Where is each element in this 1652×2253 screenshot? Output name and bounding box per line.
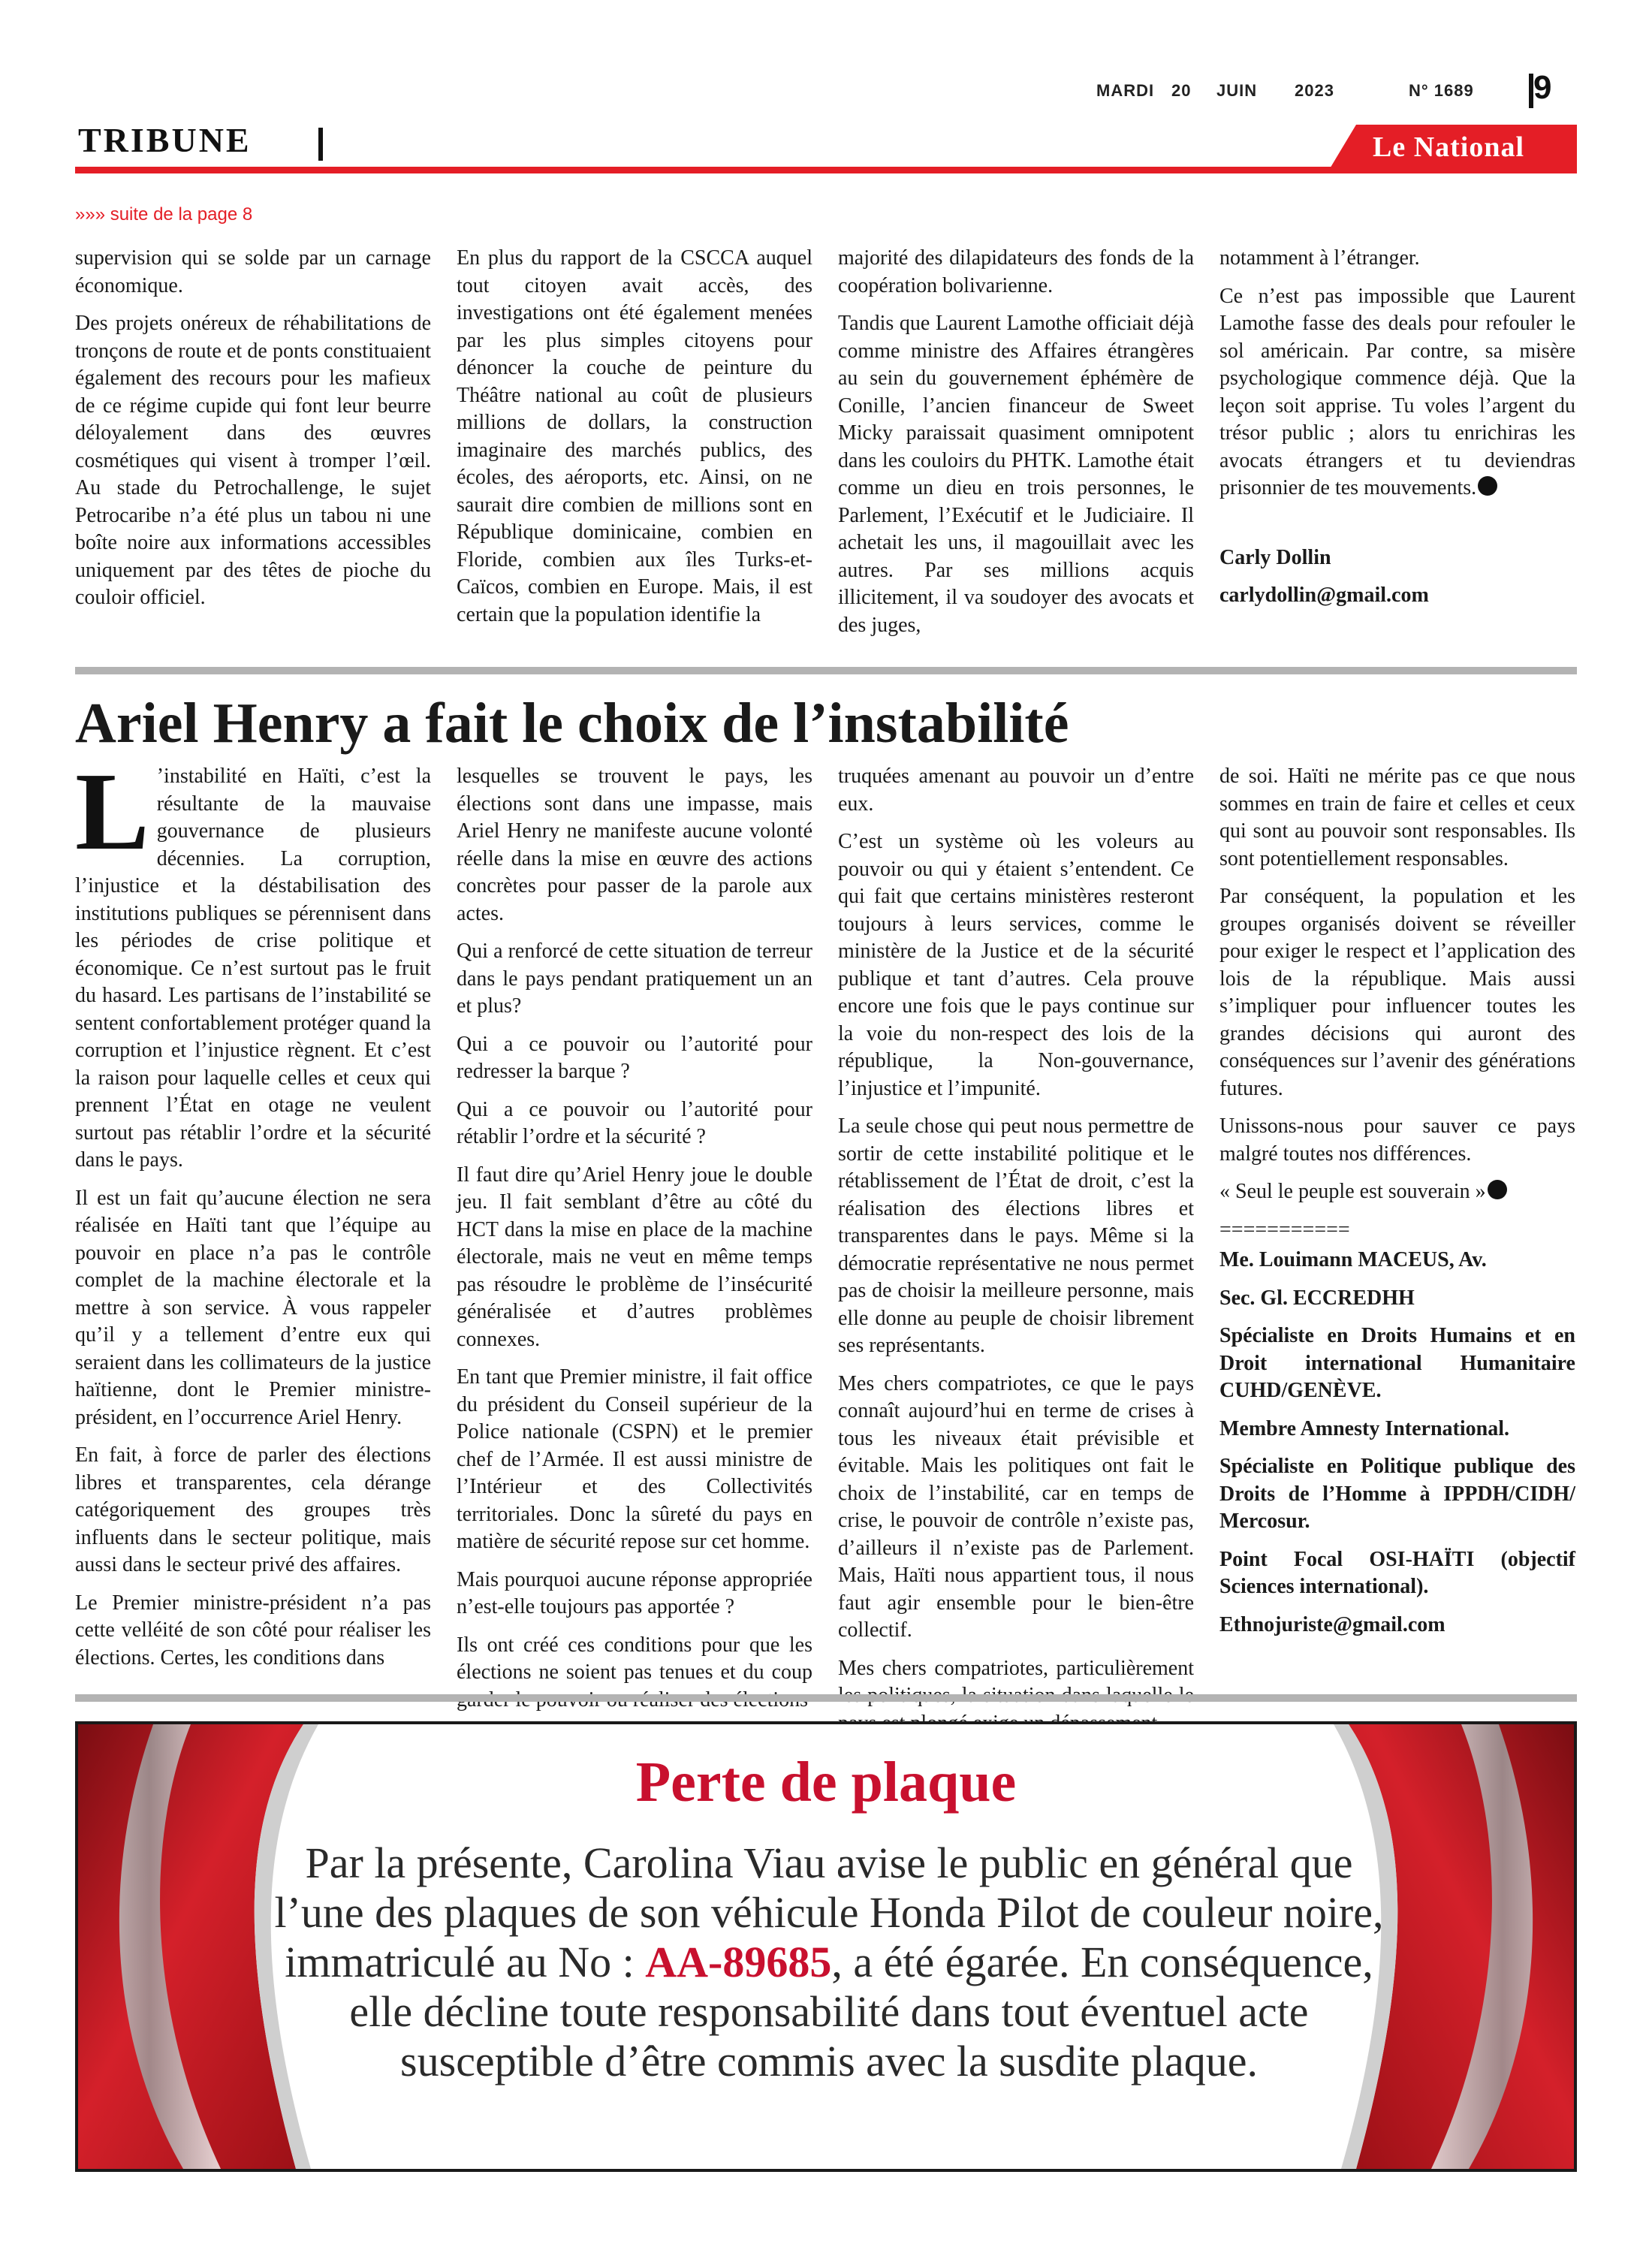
header-rule (75, 167, 1577, 173)
author-email[interactable]: Ethnojuriste@gmail.com (1219, 1612, 1446, 1636)
article-col-4 (1219, 763, 1575, 1649)
author-credential: Membre Amnesty International. (1219, 1416, 1509, 1440)
paragraph: Mes chers compatriotes, ce que le pays connaît aujourd’hui en terme de crises à tous les niveaux était prévisible et évitable. Mais les politiques ont fait le choix de l’instabilité, car en temps de crise, le pouvoir de contrôle n’existe pas, d’ailleurs il n’existe pas de Parlement. Mais, Haïti nous appartient tous, il nous faut agir ensemble pour le bien-être collectif. (838, 1371, 1194, 1642)
article-col-2 (457, 763, 812, 1724)
section-divider (318, 128, 323, 161)
separator: =========== (1219, 1217, 1350, 1241)
lead-text: ’instabilité en Haïti, c’est la résultante de la mauvaise gouvernance de plusieurs décennies. La corruption, l’injustice et la déstabilisation des institutions publiques se pérennisent dans les périodes de crise politique et économique. Ce n’est surtout pas le fruit du hasard. Les partisans de l’instabilité se sentent confortablement protéger quand la corruption et l’injustice règnent. Et c’est la raison pour laquelle celles et ceux qui prennent l’État en otage ne veulent surtout pas rétablir l’ordre et la sécurité dans le pays. (75, 765, 431, 1172)
paragraph: Tandis que Laurent Lamothe officiait déjà comme ministre des Affaires étrangères au sein du gouvernement éphémère de Conille, l’ancien financeur de Sweet Micky paraissait quasiment omnipotent dans les couloirs du PHTK. Lamothe était comme un dieu en trois personnes, le Parlement, l’Exécutif et le Judiciaire. Il achetait les uns, il magouillait avec les autres. Par ses millions acquis illicitement, il va soudoyer des avocats et des juges, (838, 312, 1194, 637)
author-credential: Point Focal OSI-HAÏTI (objectif Sciences international). (1219, 1547, 1575, 1598)
end-mark-icon (1488, 1180, 1507, 1199)
article-headline: Ariel Henry a fait le choix de l’instabilité (75, 692, 1069, 755)
section-title: TRIBUNE (78, 121, 252, 159)
lead-paragraph (75, 750, 431, 1175)
header-issue: N° 1689 (1409, 81, 1474, 100)
paragraph: Ils ont créé ces conditions pour que les élections ne soient pas tenues et du coup (457, 1633, 812, 1684)
page-number: 9 (1533, 69, 1552, 106)
paragraph: Unissons-nous pour sauver ce pays malgré toutes nos différences. (1219, 1114, 1575, 1166)
header-year: 2023 (1295, 81, 1334, 100)
prev-article-col-1 (75, 245, 431, 623)
paragraph: En fait, à force de parler des élections libres et transparentes, cela dérange catégoriquement des groupes très influents dans le secteur politique, mais aussi dans le secteur privé des affaires. (75, 1443, 431, 1576)
header-month: JUIN (1216, 81, 1258, 100)
paragraph: Qui a ce pouvoir ou l’autorité pour rétablir l’ordre et la sécurité ? (457, 1097, 812, 1148)
notice-text (266, 1838, 1392, 2086)
paragraph: Qui a ce pouvoir ou l’autorité pour redresser la barque ? (457, 1032, 812, 1083)
article-col-1 (75, 750, 431, 1682)
paragraph (1219, 283, 1575, 502)
paragraph: truquées amenant au pouvoir un d’entre eux. (838, 765, 1194, 816)
paragraph: Mais pourquoi aucune réponse appropriée n’est-elle toujours pas apportée ? (457, 1567, 812, 1618)
paragraph: Il faut dire qu’Ariel Henry joue le double jeu. Il fait semblant d’être au côté du HCT dans la mise en place de la machine électorale, mais ne veut en même temps pas résoudre le problème de l’insécurité généralisée et d’autres problèmes connexes. (457, 1163, 812, 1351)
author-name: Me. Louimann MACEUS, Av. (1219, 1248, 1487, 1271)
article-col-3 (838, 763, 1194, 1748)
paragraph: Qui a renforcé de cette situation de terreur dans le pays pendant pratiquement un an et plus? (457, 940, 812, 1018)
section-rule (75, 1694, 1577, 1702)
author-title: Sec. Gl. ECCREDHH (1219, 1286, 1415, 1310)
drop-cap: L (75, 750, 149, 873)
end-mark-icon (1478, 476, 1497, 496)
prev-author: Carly Dollin (1219, 545, 1331, 569)
author-credential: Spécialiste en Politique publique des Droits de l’Homme à IPPDH/CIDH/ Mercosur. (1219, 1455, 1575, 1533)
paragraph: En plus du rapport de la CSCCA auquel tout citoyen avait accès, des investigations ont été également menées par les plus simples citoyens pour dénoncer la couche de peinture du Théâtre national au coût de plusieurs millions de dollars, la construction imaginaire des marchés publics, des écoles, des aéroports, etc. Ainsi, on ne saurait dire combien de millions sont en République dominicaine, combien en Floride, combien aux îles Turks-et-Caïcos, combien en Europe. Mais, il est certain que la population identifie la (457, 246, 812, 626)
notice-text-end: , a été égarée. En conséquence, elle décline toute responsabilité dans tout éventuel acte susceptible d’être commis avec la susdite plaque. (349, 1938, 1373, 2086)
notice-title: Perte de plaque (635, 1751, 1017, 1814)
paragraph: En tant que Premier ministre, il fait office du président du Conseil supérieur de la Police nationale (CSPN) et le premier chef de l’Armée. Il est aussi ministre de l’Intérieur et des Collectivités territoriales. Donc la sûreté du pays en matière de sécurité repose sur cet homme. (457, 1365, 812, 1553)
paragraph: Le Premier ministre-président n’a pas cette velléité de son côté pour réaliser les élections. Certes, les conditions dans (75, 1591, 431, 1669)
prev-article-col-2 (457, 245, 812, 639)
paragraph: notamment à l’étranger. (1219, 246, 1420, 270)
paragraph: Par conséquent, la population et les groupes organisés doivent se réveiller pour exiger le respect et l’application des lois de la république. Mais aussi s’impliquer pour influencer toutes les grandes décisions qui auront des conséquences sur l’avenir des générations futures. (1219, 885, 1575, 1100)
prev-article-col-4 (1219, 245, 1575, 620)
prev-article-col-3 (838, 245, 1194, 650)
section-rule (75, 667, 1577, 674)
author-credential: Spécialiste en Droits Humains et en Droit international Humanitaire CUHD/GENÈVE. (1219, 1324, 1575, 1402)
paragraph: C’est un système où les voleurs au pouvoir ou qui y étaient s’entendent. Ce qui fait que certains ministères resteront toujours à leurs services, comme le ministère de la Justice et de la sécurité publique et tant d’autres. Cela prouve encore une fois que le pays continue sur la voie du non-respect des lois de la république, la Non-gouvernance, l’injustice et l’impunité. (838, 830, 1194, 1100)
continuation-note[interactable]: »»» suite de la page 8 (75, 204, 253, 225)
paragraph: majorité des dilapidateurs des fonds de la coopération bolivarienne. (838, 246, 1194, 297)
paragraph: supervision qui se solde par un carnage économique. (75, 246, 431, 297)
paragraph-text: Ce n’est pas impossible que Laurent Lamothe fasse des deals pour refouler le sol américain. Par contre, sa misère psychologique commence déjà. Que la leçon soit apprise. Tu voles l’argent du trésor public ; alors tu enrichiras les avocats étrangers et tu deviendras prisonnier de tes mouvements. (1219, 284, 1575, 499)
notice-text-start: Par la présente, Carolina Viau avise le public en général que l’une des plaques de son véhicule Honda Pilot de couleur noire, immatriculé au No : (274, 1838, 1384, 1986)
notice-box (75, 1721, 1577, 2172)
paragraph: Des projets onéreux de réhabilitations de tronçons de route et de ponts constituaient également des recours pour les mafieux de ce régime cupide qui font leur beurre déloyalement dans des œuvres cosmétiques qui visent à tromper l’œil. Au stade du Petrochallenge, le sujet Petrocaribe n’a été plus un tabou ni une boîte noire aux informations accessibles uniquement par des têtes de pioche du couloir officiel. (75, 312, 431, 609)
closing-quote (1219, 1178, 1575, 1206)
header-day: MARDI (1096, 81, 1155, 100)
newspaper-name: Le National (1373, 131, 1525, 163)
header-date: 20 (1171, 81, 1192, 100)
paragraph: de soi. Haïti ne mérite pas ce que nous sommes en train de faire et celles et ceux qui sont au pouvoir sont responsables. Ils sont potentiellement responsables. (1219, 765, 1575, 870)
quote-text: « Seul le peuple est souverain » (1219, 1180, 1486, 1203)
plate-number: AA-89685 (645, 1938, 832, 1986)
prev-author-email[interactable]: carlydollin@gmail.com (1219, 584, 1429, 607)
paragraph: Mes chers compatriotes, particulièrement (838, 1656, 1194, 1680)
paragraph: lesquelles se trouvent le pays, les élections sont dans une impasse, mais Ariel Henry ne manifeste aucune volonté réelle dans la mise en œuvre des actions concrètes pour passer de la parole aux actes. (457, 765, 812, 925)
paragraph: La seule chose qui peut nous permettre de sortir de cette instabilité politique et le rétablissement de l’État de droit, c’est la réalisation des élections libres et transparentes dans le pays. Même si la démocratie représentative ne nous permet pas de choisir la meilleure personne, mais elle donne au peuple de choisir librement ses représentants. (838, 1114, 1194, 1357)
paragraph: Il est un fait qu’aucune élection ne sera réalisée en Haïti tant que l’équipe au pouvoir en place n’a pas le contrôle complet de la machine électorale et la mettre à son service. À vous rappeler qu’il y a tellement d’entre eux qui seraient dans les collimateurs de la justice haïtienne, dont le Premier ministre-président, en l’occurrence Ariel Henry. (75, 1186, 431, 1429)
